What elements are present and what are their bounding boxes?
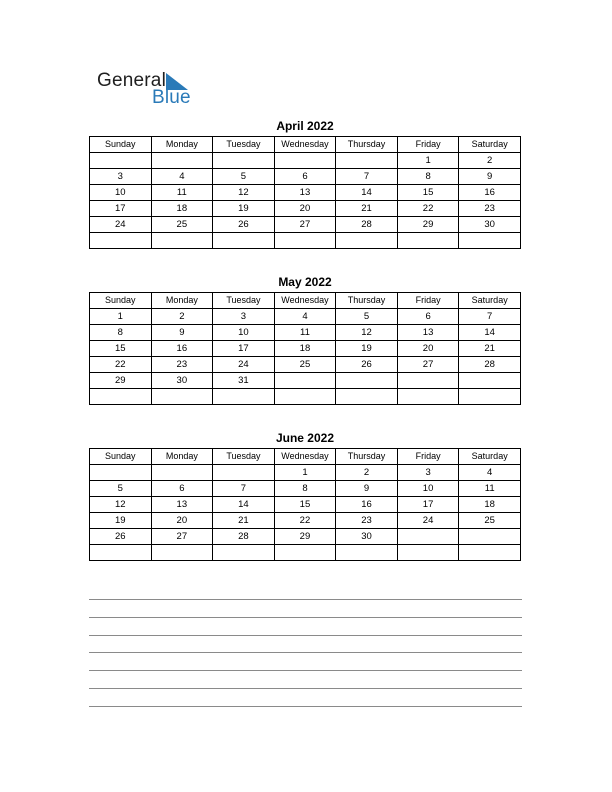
day-cell (90, 545, 152, 561)
week-row (90, 529, 521, 545)
day-cell: 26 (336, 357, 398, 373)
day-cell (90, 389, 152, 405)
day-cell (151, 465, 213, 481)
day-cell: 15 (397, 185, 459, 201)
day-cell: 12 (336, 325, 398, 341)
day-cell: 11 (151, 185, 213, 201)
day-cell: 24 (90, 217, 152, 233)
day-cell: 8 (274, 481, 336, 497)
weekday-header: Tuesday (213, 137, 275, 153)
note-line (89, 652, 522, 670)
day-cell (336, 389, 398, 405)
day-cell: 29 (397, 217, 459, 233)
day-cell: 11 (274, 325, 336, 341)
weekday-header-row (90, 449, 521, 465)
week-row (90, 309, 521, 325)
day-cell: 2 (336, 465, 398, 481)
note-line (89, 670, 522, 688)
day-cell: 15 (90, 341, 152, 357)
week-row (90, 153, 521, 169)
day-cell: 26 (213, 217, 275, 233)
day-cell: 20 (151, 513, 213, 529)
month-may (89, 272, 521, 405)
day-cell: 22 (397, 201, 459, 217)
day-cell: 16 (151, 341, 213, 357)
day-cell: 19 (336, 341, 398, 357)
day-cell (336, 153, 398, 169)
day-cell (213, 389, 275, 405)
day-cell: 5 (90, 481, 152, 497)
day-cell: 18 (274, 341, 336, 357)
week-row (90, 217, 521, 233)
calendar-table (89, 292, 521, 405)
day-cell: 21 (459, 341, 521, 357)
day-cell: 21 (213, 513, 275, 529)
day-cell: 7 (336, 169, 398, 185)
day-cell: 25 (459, 513, 521, 529)
weekday-header: Thursday (336, 449, 398, 465)
day-cell: 8 (397, 169, 459, 185)
day-cell (213, 233, 275, 249)
week-row (90, 497, 521, 513)
day-cell: 7 (459, 309, 521, 325)
day-cell: 17 (397, 497, 459, 513)
week-row (90, 169, 521, 185)
week-row (90, 481, 521, 497)
weekday-header: Monday (151, 137, 213, 153)
day-cell: 3 (213, 309, 275, 325)
note-line (89, 688, 522, 706)
day-cell: 22 (274, 513, 336, 529)
day-cell (151, 153, 213, 169)
day-cell: 2 (459, 153, 521, 169)
day-cell: 17 (213, 341, 275, 357)
day-cell (151, 389, 213, 405)
day-cell: 20 (397, 341, 459, 357)
day-cell: 30 (151, 373, 213, 389)
day-cell: 27 (151, 529, 213, 545)
weekday-header: Friday (397, 137, 459, 153)
week-row (90, 201, 521, 217)
logo (97, 70, 207, 110)
logo-word-general: General (97, 70, 166, 91)
weekday-header: Saturday (459, 293, 521, 309)
day-cell: 16 (459, 185, 521, 201)
month-title: June 2022 (275, 431, 335, 445)
month-june (89, 428, 521, 561)
day-cell: 19 (213, 201, 275, 217)
day-cell: 6 (397, 309, 459, 325)
day-cell: 14 (336, 185, 398, 201)
week-row (90, 341, 521, 357)
weekday-header: Thursday (336, 137, 398, 153)
day-cell: 6 (151, 481, 213, 497)
logo-word-blue: Blue (152, 87, 191, 108)
day-cell (274, 153, 336, 169)
day-cell: 13 (151, 497, 213, 513)
day-cell: 12 (90, 497, 152, 513)
day-cell: 28 (213, 529, 275, 545)
weekday-header: Monday (151, 293, 213, 309)
weekday-header: Sunday (90, 449, 152, 465)
note-line (89, 617, 522, 635)
day-cell: 4 (459, 465, 521, 481)
week-row (90, 185, 521, 201)
weekday-header: Monday (151, 449, 213, 465)
day-cell: 18 (459, 497, 521, 513)
weekday-header: Wednesday (274, 293, 336, 309)
weekday-header: Saturday (459, 137, 521, 153)
day-cell (336, 545, 398, 561)
day-cell: 10 (397, 481, 459, 497)
note-line (89, 599, 522, 617)
day-cell (213, 465, 275, 481)
day-cell: 5 (336, 309, 398, 325)
day-cell: 17 (90, 201, 152, 217)
day-cell: 7 (213, 481, 275, 497)
day-cell: 28 (336, 217, 398, 233)
day-cell (397, 389, 459, 405)
day-cell: 9 (151, 325, 213, 341)
day-cell: 21 (336, 201, 398, 217)
weekday-header: Sunday (90, 137, 152, 153)
day-cell: 26 (90, 529, 152, 545)
week-row (90, 545, 521, 561)
weekday-header: Saturday (459, 449, 521, 465)
day-cell (459, 233, 521, 249)
day-cell (151, 233, 213, 249)
day-cell: 5 (213, 169, 275, 185)
month-april (89, 116, 521, 249)
day-cell: 24 (397, 513, 459, 529)
day-cell: 2 (151, 309, 213, 325)
day-cell: 15 (274, 497, 336, 513)
day-cell (336, 233, 398, 249)
day-cell (459, 545, 521, 561)
day-cell: 22 (90, 357, 152, 373)
day-cell: 23 (459, 201, 521, 217)
week-row (90, 389, 521, 405)
month-title: May 2022 (278, 275, 332, 289)
week-row (90, 357, 521, 373)
day-cell: 31 (213, 373, 275, 389)
day-cell: 11 (459, 481, 521, 497)
day-cell (90, 153, 152, 169)
weekday-header: Friday (397, 449, 459, 465)
weekday-header-row (90, 137, 521, 153)
weekday-header: Tuesday (213, 293, 275, 309)
weekday-header: Thursday (336, 293, 398, 309)
day-cell (274, 233, 336, 249)
day-cell (151, 545, 213, 561)
day-cell (397, 233, 459, 249)
day-cell: 3 (397, 465, 459, 481)
weekday-header: Wednesday (274, 449, 336, 465)
day-cell (459, 373, 521, 389)
day-cell (397, 529, 459, 545)
day-cell (274, 389, 336, 405)
week-row (90, 233, 521, 249)
day-cell (213, 153, 275, 169)
day-cell: 14 (213, 497, 275, 513)
weekday-header: Sunday (90, 293, 152, 309)
day-cell: 20 (274, 201, 336, 217)
day-cell: 9 (336, 481, 398, 497)
note-line (89, 635, 522, 653)
day-cell (213, 545, 275, 561)
day-cell (90, 233, 152, 249)
day-cell: 27 (274, 217, 336, 233)
calendar-table (89, 136, 521, 249)
day-cell: 23 (151, 357, 213, 373)
day-cell: 4 (274, 309, 336, 325)
day-cell (274, 545, 336, 561)
day-cell: 13 (397, 325, 459, 341)
day-cell: 1 (274, 465, 336, 481)
day-cell: 24 (213, 357, 275, 373)
notes-area (89, 599, 522, 724)
day-cell (459, 529, 521, 545)
calendar-table (89, 448, 521, 561)
day-cell: 19 (90, 513, 152, 529)
weekday-header-row (90, 293, 521, 309)
day-cell: 1 (397, 153, 459, 169)
day-cell: 9 (459, 169, 521, 185)
day-cell: 1 (90, 309, 152, 325)
day-cell: 25 (151, 217, 213, 233)
day-cell: 29 (274, 529, 336, 545)
day-cell: 29 (90, 373, 152, 389)
week-row (90, 373, 521, 389)
day-cell: 10 (90, 185, 152, 201)
day-cell: 27 (397, 357, 459, 373)
note-line (89, 706, 522, 724)
day-cell (397, 545, 459, 561)
weekday-header: Friday (397, 293, 459, 309)
day-cell: 30 (459, 217, 521, 233)
day-cell (397, 373, 459, 389)
day-cell: 13 (274, 185, 336, 201)
weekday-header: Wednesday (274, 137, 336, 153)
week-row (90, 325, 521, 341)
week-row (90, 513, 521, 529)
day-cell: 14 (459, 325, 521, 341)
day-cell: 6 (274, 169, 336, 185)
day-cell: 30 (336, 529, 398, 545)
day-cell: 16 (336, 497, 398, 513)
day-cell: 18 (151, 201, 213, 217)
day-cell: 23 (336, 513, 398, 529)
day-cell (459, 389, 521, 405)
day-cell (336, 373, 398, 389)
day-cell: 10 (213, 325, 275, 341)
day-cell: 4 (151, 169, 213, 185)
day-cell (90, 465, 152, 481)
month-title: April 2022 (276, 119, 334, 133)
weekday-header: Tuesday (213, 449, 275, 465)
week-row (90, 465, 521, 481)
day-cell: 28 (459, 357, 521, 373)
day-cell: 3 (90, 169, 152, 185)
day-cell: 8 (90, 325, 152, 341)
day-cell (274, 373, 336, 389)
day-cell: 25 (274, 357, 336, 373)
day-cell: 12 (213, 185, 275, 201)
